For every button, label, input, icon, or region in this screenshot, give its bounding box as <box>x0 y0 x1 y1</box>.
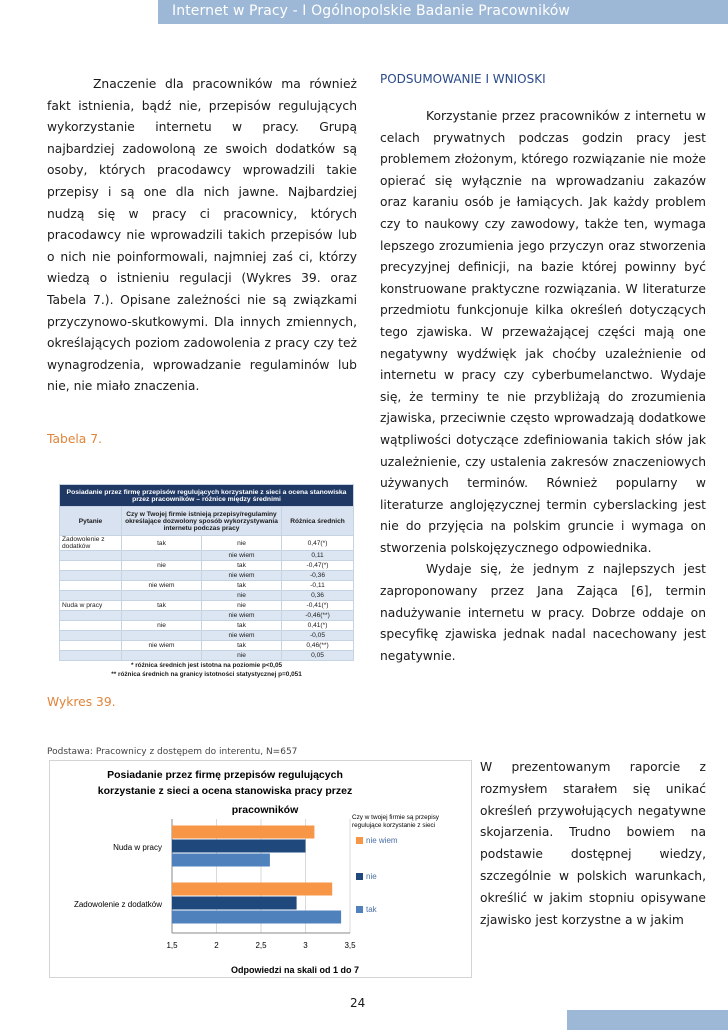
footer-bar <box>567 1010 728 1030</box>
x-tick-label: 3,5 <box>344 941 356 950</box>
table-cell: nie wiem <box>201 611 281 621</box>
x-axis-label: Odpowiedzi na skali od 1 do 7 <box>230 965 360 975</box>
table-cell: nie wiem <box>201 631 281 641</box>
left-paragraph: Znaczenie dla pracowników ma również fakt istnienia, bądź nie, przepisów regulujących wykorzystanie internetu w pracy. Grupą najbardziej zadowoloną ze swoich dodatków są osoby, których pracodawcy wprowadzili takie przepisy i są one dla nich jawne. Najbardziej nudzą się w pracy ci pracownicy, których pracodawcy nie wprowadzili takich przepisów lub o nich nie poinformowali, najmniej zaś ci, którzy wiedzą o istnieniu regulacji (Wykres 39. oraz Tabela 7.). Opisane zależności nie są związkami przyczynowo-skutkowymi. Dla innych zmiennych, określających poziom zadowolenia z pracy czy też wynagrodzenia, wprowadzanie regulaminów lub nie, nie miało znaczenia. <box>47 77 357 394</box>
chart-39 <box>49 760 472 978</box>
table-cell: nie wiem <box>122 581 202 591</box>
bar-nie-wiem <box>172 826 314 839</box>
table-header-diff: Różnica średnich <box>282 507 354 536</box>
table-row <box>60 641 354 651</box>
chart-label: Wykres 39. <box>47 695 116 709</box>
table-cell: 0,41(*) <box>282 621 354 631</box>
x-tick-label: 2 <box>214 941 219 950</box>
table-header-group: Czy w Twojej firmie istnieją przepisy/regulaminy określające dozwolony sposób wykorzystywania internetu podczas pracy <box>122 507 282 536</box>
legend-label: nie wiem <box>366 836 398 845</box>
table-cell: Nuda w pracy <box>60 601 122 611</box>
table-row <box>60 631 354 641</box>
bar-nie-wiem <box>172 883 332 896</box>
right-paragraph-3: W prezentowanym raporcie z rozmysłem starałem się unikać określeń przywołujących negatywne skojarzenia. Trudno bowiem na podstawie dostępnej wiedzy, szczególnie w polskich warunkach, określić w jakim stopniu opisywane zjawisko jest korzystne a w jakim <box>480 760 706 927</box>
table-cell: Zadowolenie z dodatków <box>60 536 122 551</box>
legend-title-line-2: regulujące korzystanie z sieci <box>352 822 436 829</box>
right-paragraph-1: Korzystanie przez pracowników z internetu w celach prywatnych podczas godzin pracy jest problemem złożonym, którego rozwiązanie nie może opierać się wyłącznie na wprowadzaniu zakazów oraz karaniu osób je łamiących. Jak każdy problem czy to naukowy czy zawodowy, także ten, wymaga lepszego zrozumienia jego przyczyn oraz stworzenia precyzyjnej definicji, na bazie której powinny być konstruowane praktyczne rozwiązania. W literaturze przedmiotu funkcjonuje kilka określeń dotyczących tego zjawiska. W przeważającej części mają one negatywny wydźwięk jak choćby uzależnienie od internetu w pracy czy cyberbumelanctwo. Wydaje się, że terminy te nie przybliżają do zrozumienia zjawiska, przeciwnie często wprowadzają dodatkowe wątpliwości dotyczące zdefiniowania takich słów jak uzależnienie, czy ustalenia zakresów znaczeniowych używanych terminów. Również popularny w literaturze anglojęzycznej termin cyberslacking jest nie do przyjęcia na polskim gruncie i wymaga on stworzenia polskojęzycznego odpowiednika. <box>380 109 706 555</box>
table-7 <box>59 484 354 679</box>
legend-swatch <box>356 873 363 880</box>
table-body <box>60 536 354 661</box>
table-cell <box>122 611 202 621</box>
table-cell <box>122 631 202 641</box>
header-bar <box>158 0 728 24</box>
category-label: Zadowolenie z dodatków <box>73 900 162 909</box>
table-cell <box>60 561 122 571</box>
table-row <box>60 591 354 601</box>
table-cell <box>60 581 122 591</box>
bar-tak <box>172 854 270 867</box>
table-cell <box>60 591 122 601</box>
x-tick-label: 3 <box>303 941 308 950</box>
page-number: 24 <box>350 996 366 1010</box>
table-cell: 0,47(*) <box>282 536 354 551</box>
table-row <box>60 621 354 631</box>
chart-title-line-3: pracowników <box>231 804 299 816</box>
table-cell: 0,46(**) <box>282 641 354 651</box>
header-title: Internet w Pracy - I Ogólnopolskie Badanie Pracowników <box>172 3 570 19</box>
table-cell <box>122 551 202 561</box>
bar-nie <box>172 897 297 910</box>
table-cell <box>60 551 122 561</box>
table-cell <box>60 611 122 621</box>
chart-svg <box>50 761 473 979</box>
table-cell: nie <box>201 601 281 611</box>
bar-tak <box>172 911 341 924</box>
table-cell: -0,05 <box>282 631 354 641</box>
table-cell: tak <box>122 601 202 611</box>
table-row <box>60 601 354 611</box>
right-column <box>380 106 706 667</box>
legend-swatch <box>356 906 363 913</box>
table-cell: nie <box>201 651 281 661</box>
table-header-question: Pytanie <box>60 507 122 536</box>
table-cell: tak <box>122 536 202 551</box>
x-tick-label: 2,5 <box>255 941 267 950</box>
table-cell <box>122 571 202 581</box>
table-cell: -0,41(*) <box>282 601 354 611</box>
table-cell: nie <box>201 536 281 551</box>
section-title: PODSUMOWANIE I WNIOSKI <box>380 72 546 86</box>
chart-title-line-2: korzystanie z sieci a ocena stanowiska pracy przez <box>97 785 353 797</box>
legend-label: tak <box>366 905 377 914</box>
table-cell: 0,11 <box>282 551 354 561</box>
bar-nie <box>172 840 306 853</box>
table-cell: tak <box>201 581 281 591</box>
table-row <box>60 551 354 561</box>
right-paragraph-2: Wydaje się, że jednym z najlepszych jest zaproponowany przez Jana Zająca [6], termin nadużywanie internetu w pracy. Dobrze oddaje on specyfikę zjawiska jednak nadal nacechowany jest negatywnie. <box>380 562 706 663</box>
table-label: Tabela 7. <box>47 432 102 446</box>
table-row <box>60 536 354 551</box>
legend-title-line-1: Czy w twojej firmie są przepisy <box>352 814 440 821</box>
table-cell <box>60 641 122 651</box>
table-row <box>60 561 354 571</box>
right-wrap-text <box>480 757 706 931</box>
table-cell <box>122 651 202 661</box>
category-label: Nuda w pracy <box>113 843 162 852</box>
table-row <box>60 651 354 661</box>
table-cell: nie wiem <box>201 551 281 561</box>
table-cell: 0,36 <box>282 591 354 601</box>
table-title: Posiadanie przez firmę przepisów regulujących korzystanie z sieci a ocena stanowiska przez pracowników – różnice między średnimi <box>60 485 354 507</box>
table-cell <box>60 571 122 581</box>
table-cell: nie <box>201 591 281 601</box>
legend-swatch <box>356 837 363 844</box>
table-cell: -0,11 <box>282 581 354 591</box>
table-cell: 0,05 <box>282 651 354 661</box>
table-cell <box>60 631 122 641</box>
table-cell: tak <box>201 621 281 631</box>
table-cell: nie wiem <box>122 641 202 651</box>
table-cell <box>122 591 202 601</box>
left-column <box>47 74 357 398</box>
table-row <box>60 571 354 581</box>
table-note-2: ** różnica średnich na granicy istotności statystycznej p=0,051 <box>111 671 302 678</box>
table-cell <box>60 621 122 631</box>
legend-label: nie <box>366 872 377 881</box>
table-cell: nie <box>122 621 202 631</box>
table-cell: nie <box>122 561 202 571</box>
table-cell <box>60 651 122 661</box>
table-cell: -0,46(**) <box>282 611 354 621</box>
x-tick-label: 1,5 <box>166 941 178 950</box>
table-row <box>60 581 354 591</box>
table-cell: tak <box>201 641 281 651</box>
table-cell: -0,47(*) <box>282 561 354 571</box>
table-cell: -0,36 <box>282 571 354 581</box>
table-cell: nie wiem <box>201 571 281 581</box>
table-cell: tak <box>201 561 281 571</box>
basis-note: Podstawa: Pracownicy z dostępem do interentu, N=657 <box>47 747 298 757</box>
table-row <box>60 611 354 621</box>
chart-title-line-1: Posiadanie przez firmę przepisów regulujących <box>107 769 343 781</box>
table-note-1: * różnica średnich jest istotna na poziomie p<0,05 <box>130 662 283 670</box>
